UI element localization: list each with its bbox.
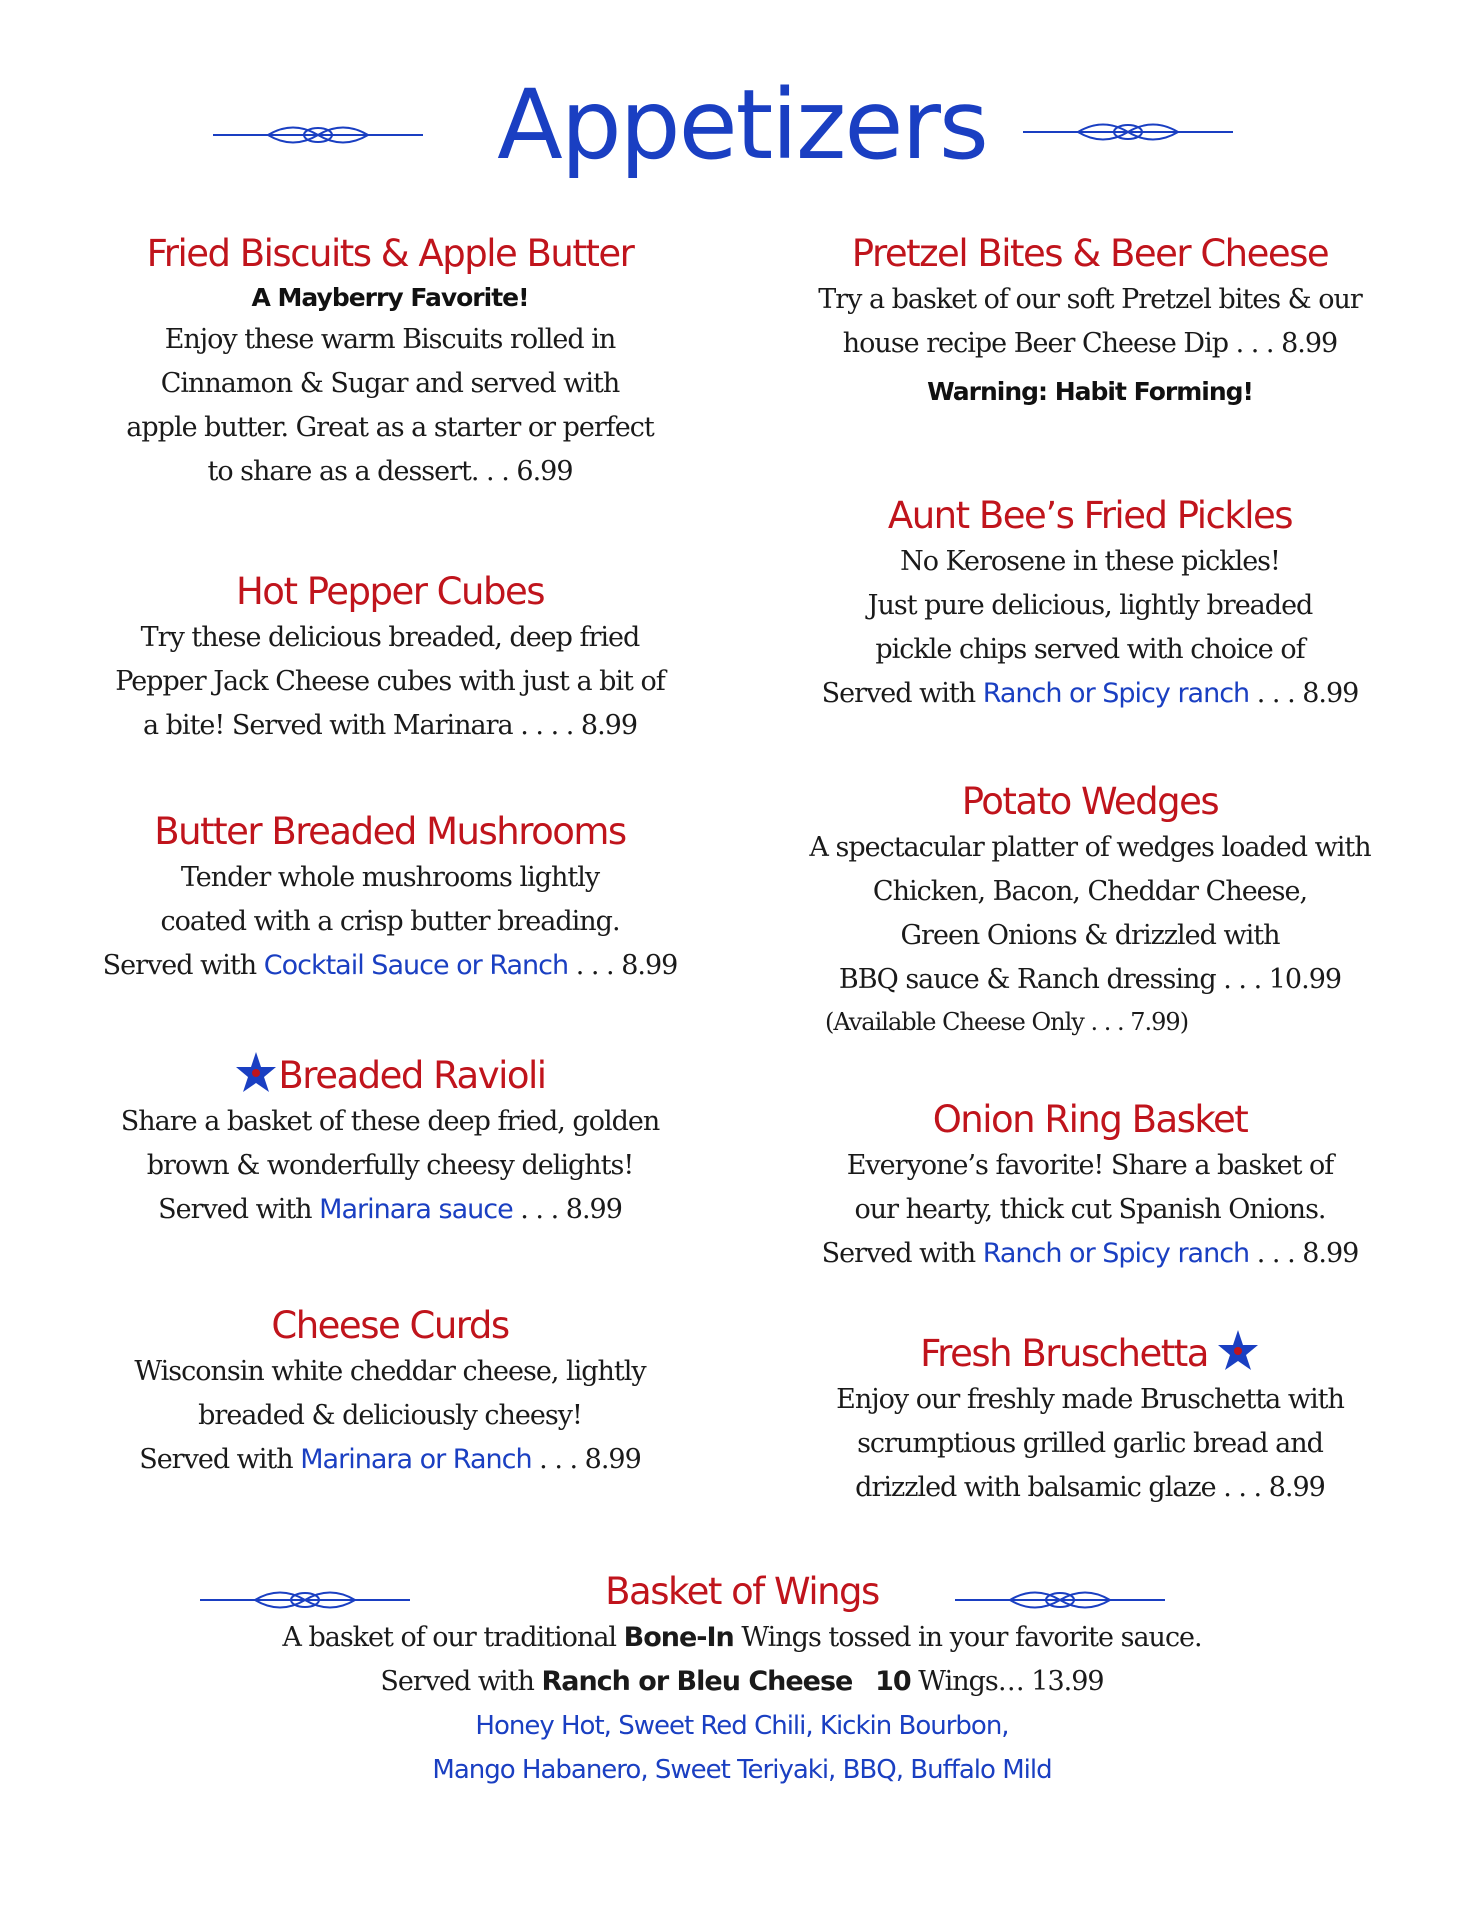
item-description-line: A spectacular platter of wedges loaded with: [809, 832, 1371, 863]
item-description-line: Wisconsin white cheddar cheese, lightly: [134, 1356, 646, 1387]
wings-text: A basket of our traditional: [282, 1622, 624, 1653]
item-name-row: [90, 1050, 690, 1100]
wings-bold-text: Ranch or Bleu Cheese: [541, 1666, 853, 1697]
sauce-highlight: Ranch or Spicy ranch: [982, 1238, 1250, 1269]
item-description-line: Tender whole mushrooms lightly: [180, 862, 600, 893]
item-description-line: Just pure delicious, lightly breaded: [867, 590, 1313, 621]
menu-item: [785, 1328, 1395, 1510]
sauce-list-line: Mango Habanero, Sweet Teriyaki, BBQ, Buffalo Mild: [432, 1755, 1052, 1785]
item-tagline: A Mayberry Favorite!: [251, 283, 529, 312]
item-description-line: Try these delicious breaded, deep fried: [140, 622, 640, 653]
wings-text: Wings tossed in your favorite sauce.: [733, 1622, 1202, 1653]
item-description-line: Enjoy our freshly made Bruschetta with: [836, 1384, 1344, 1415]
item-name: Pretzel Bites & Beer Cheese: [851, 232, 1329, 275]
star-icon: [234, 1050, 278, 1094]
item-description-line: drizzled with balsamic glaze . . . 8.99: [855, 1472, 1325, 1503]
item-description-line: house recipe Beer Cheese Dip . . . 8.99: [842, 328, 1338, 359]
item-name: Aunt Bee’s Fried Pickles: [887, 494, 1293, 537]
item-served-line: [785, 672, 1395, 716]
item-description-line: pickle chips served with choice of: [875, 634, 1305, 665]
item-description-line: breaded & deliciously cheesy!: [198, 1400, 582, 1431]
item-name: Fried Biscuits & Apple Butter: [146, 232, 634, 275]
item-name: Fresh Bruschetta: [920, 1332, 1208, 1375]
item-description-line: No Kerosene in these pickles!: [900, 546, 1280, 577]
item-description-line: coated with a crisp butter breading.: [160, 906, 620, 937]
item-served-line: [90, 1438, 690, 1482]
menu-item: [785, 492, 1395, 716]
item-served-line: [90, 1188, 690, 1232]
item-name: Butter Breaded Mushrooms: [154, 810, 626, 853]
item-price: . . . 8.99: [1249, 1238, 1359, 1269]
sauce-list-line: Honey Hot, Sweet Red Chili, Kickin Bourbon,: [475, 1711, 1009, 1741]
page-title: Appetizers: [497, 69, 987, 181]
item-note: (Available Cheese Only . . . 7.99): [825, 1008, 1189, 1036]
item-price: . . . 8.99: [512, 1194, 622, 1225]
item-name: Hot Pepper Cubes: [235, 570, 544, 613]
ornament-flourish-icon: [1023, 117, 1233, 147]
served-prefix: Served with: [821, 1238, 983, 1269]
item-description-line: BBQ sauce & Ranch dressing . . . 10.99: [838, 964, 1342, 995]
item-description-line: to share as a dessert. . . 6.99: [207, 456, 573, 487]
item-description-line: Enjoy these warm Biscuits rolled in: [164, 324, 616, 355]
item-description-line: scrumptious grilled garlic bread and: [857, 1428, 1323, 1459]
item-name-row: [785, 1328, 1395, 1378]
ornament-flourish-icon: [213, 120, 423, 150]
star-icon: [1216, 1328, 1260, 1372]
sauce-highlight: Marinara sauce: [319, 1194, 513, 1225]
item-description-line: our hearty, thick cut Spanish Onions.: [854, 1194, 1326, 1225]
served-prefix: Served with: [102, 950, 264, 981]
item-tagline: Warning: Habit Forming!: [927, 377, 1253, 406]
item-name: Potato Wedges: [961, 780, 1219, 823]
item-description-line: Cinnamon & Sugar and served with: [160, 368, 620, 399]
sauce-highlight: Ranch or Spicy ranch: [982, 678, 1250, 709]
item-name: Basket of Wings: [605, 1570, 879, 1613]
served-prefix: Served with: [139, 1444, 301, 1475]
menu-item: [785, 1096, 1395, 1276]
menu-item: [90, 1302, 690, 1482]
item-served-line: [785, 1232, 1395, 1276]
item-description-line: brown & wonderfully cheesy delights!: [146, 1150, 634, 1181]
item-description-line: a bite! Served with Marinara . . . . 8.99: [142, 710, 638, 741]
served-prefix: Served with: [158, 1194, 320, 1225]
sauce-highlight: Cocktail Sauce or Ranch: [263, 950, 569, 981]
item-description-line: Share a basket of these deep fried, golden: [120, 1106, 660, 1137]
menu-item: [785, 778, 1395, 1042]
item-description-line: Try a basket of our soft Pretzel bites & our: [818, 284, 1362, 315]
wings-description-line: [0, 1616, 1484, 1660]
item-description-line: Chicken, Bacon, Cheddar Cheese,: [872, 876, 1308, 907]
menu-item: [785, 230, 1395, 412]
menu-item: [90, 1050, 690, 1232]
wings-section: [0, 1568, 1484, 1792]
item-description-line: Everyone’s favorite! Share a basket of: [846, 1150, 1334, 1181]
wings-served-line: [0, 1660, 1484, 1704]
item-description-line: apple butter. Great as a starter or perfect: [126, 412, 654, 443]
sauce-highlight: Marinara or Ranch: [300, 1444, 532, 1475]
item-name: Breaded Ravioli: [278, 1054, 546, 1097]
item-price: Wings… 13.99: [910, 1666, 1104, 1697]
wings-count: 10: [875, 1666, 911, 1697]
wings-text: Served with: [380, 1666, 542, 1697]
menu-item: [90, 808, 690, 988]
item-description-line: Green Onions & drizzled with: [900, 920, 1280, 951]
served-prefix: Served with: [821, 678, 983, 709]
item-served-line: [90, 944, 690, 988]
item-name: Cheese Curds: [271, 1304, 509, 1347]
menu-item: [90, 568, 690, 748]
wings-bold-text: Bone-In: [623, 1622, 734, 1653]
item-price: . . . 8.99: [1249, 678, 1359, 709]
item-name: Onion Ring Basket: [932, 1098, 1248, 1141]
item-description-line: Pepper Jack Cheese cubes with just a bit of: [115, 666, 665, 697]
item-price: . . . 8.99: [531, 1444, 641, 1475]
item-price: . . . 8.99: [568, 950, 678, 981]
menu-item: [90, 230, 690, 494]
